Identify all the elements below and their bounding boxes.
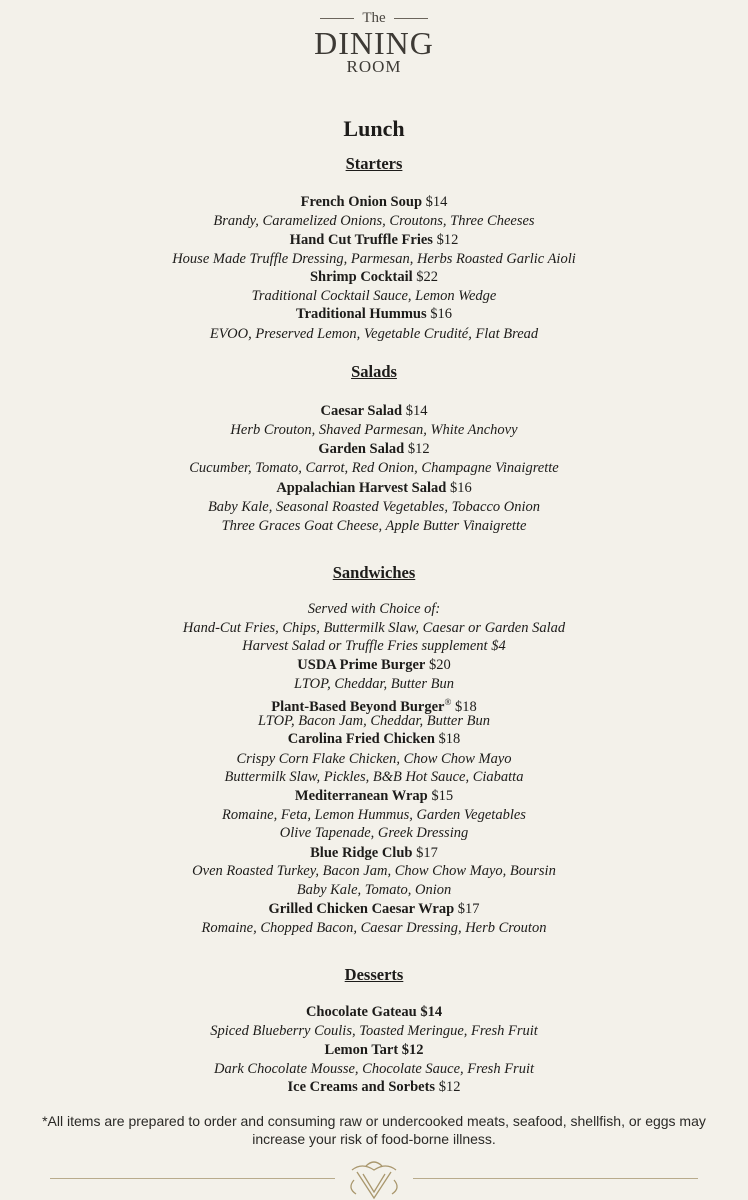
logo-rule-left (320, 18, 354, 19)
item-description: LTOP, Cheddar, Butter Bun (294, 676, 454, 692)
item-name: Hand Cut Truffle Fries (289, 232, 433, 248)
menu-item-traditional-hummus (0, 305, 748, 323)
item-name: Mediterranean Wrap (294, 788, 428, 804)
logo-the: The (362, 10, 386, 26)
item-description: Spiced Blueberry Coulis, Toasted Meringue, Fresh Fruit (210, 1023, 538, 1039)
menu-item-french-onion-soup (0, 193, 748, 211)
section-title-sandwiches: Sandwiches (332, 563, 416, 582)
item-price: $17 (416, 845, 438, 861)
served-with-options: Hand-Cut Fries, Chips, Buttermilk Slaw, Caesar or Garden Salad (182, 620, 566, 636)
item-description: Romaine, Feta, Lemon Hummus, Garden Vegetables (222, 807, 526, 823)
item-description: Oven Roasted Turkey, Bacon Jam, Chow Chow Mayo, Boursin (192, 863, 556, 879)
footnote-line-2: increase your risk of food-borne illness. (252, 1131, 496, 1147)
item-price: $14 (405, 403, 428, 419)
restaurant-logo (0, 10, 748, 76)
item-description: Three Graces Goat Cheese, Apple Butter Vinaigrette (221, 518, 527, 534)
item-price: $14 (420, 1004, 443, 1020)
menu-item-hand-cut-truffle-fries (0, 231, 748, 249)
item-name: Appalachian Harvest Salad (276, 480, 447, 496)
menu-item-lemon-tart (0, 1041, 748, 1059)
item-price: $12 (407, 441, 430, 457)
item-price: $18 (438, 731, 461, 747)
item-name: Carolina Fried Chicken (287, 731, 435, 747)
item-price: $16 (449, 480, 472, 496)
item-name: Chocolate Gateau (305, 1004, 417, 1020)
item-price: $17 (457, 901, 480, 917)
served-with-supplement: Harvest Salad or Truffle Fries supplement $4 (242, 638, 506, 654)
food-safety-footnote (40, 1112, 708, 1148)
menu-item-chocolate-gateau (0, 1003, 748, 1021)
item-description: Brandy, Caramelized Onions, Croutons, Three Cheeses (213, 213, 535, 229)
section-title-salads: Salads (351, 362, 397, 381)
menu-item-shrimp-cocktail (0, 268, 748, 286)
logo-dining: DINING (314, 25, 434, 61)
item-description: Traditional Cocktail Sauce, Lemon Wedge (251, 288, 497, 304)
menu-item-usda-prime-burger (0, 656, 748, 674)
item-name: Caesar Salad (320, 403, 403, 419)
item-description: LTOP, Bacon Jam, Cheddar, Butter Bun (258, 713, 490, 729)
menu-item-blue-ridge-club (0, 844, 748, 862)
menu-item-grilled-chicken-caesar-wrap (0, 900, 748, 918)
item-price: $20 (428, 657, 451, 673)
item-price: $14 (425, 194, 448, 210)
item-description: Herb Crouton, Shaved Parmesan, White Anchovy (230, 422, 518, 438)
item-description: Baby Kale, Seasonal Roasted Vegetables, Tobacco Onion (207, 499, 541, 515)
item-name: Ice Creams and Sorbets (287, 1079, 436, 1095)
item-name: Blue Ridge Club (310, 845, 413, 861)
item-description: Olive Tapenade, Greek Dressing (279, 825, 469, 841)
section-title-desserts: Desserts (344, 965, 404, 984)
item-name: Traditional Hummus (295, 306, 427, 322)
menu-item-ice-creams-and-sorbets (0, 1078, 748, 1096)
logo-room: ROOM (346, 57, 402, 76)
item-price: $12 (436, 232, 459, 248)
menu-item-carolina-fried-chicken (0, 730, 748, 748)
item-description: House Made Truffle Dressing, Parmesan, Herbs Roasted Garlic Aioli (172, 251, 576, 267)
section-title-starters: Starters (345, 154, 403, 173)
item-description: Cucumber, Tomato, Carrot, Red Onion, Champagne Vinaigrette (189, 460, 559, 476)
menu-item-garden-salad (0, 440, 748, 458)
item-name: USDA Prime Burger (297, 657, 426, 673)
item-name: Garden Salad (318, 441, 405, 457)
menu-title: Lunch (343, 116, 405, 141)
monogram-crest-icon (0, 1158, 748, 1200)
item-price: $16 (430, 306, 453, 322)
item-price: $15 (431, 788, 454, 804)
menu-item-appalachian-harvest-salad (0, 479, 748, 497)
item-name: Shrimp Cocktail (309, 269, 413, 285)
served-with-note: Served with Choice of: (307, 601, 441, 617)
item-name: Grilled Chicken Caesar Wrap (268, 901, 455, 917)
item-description: Buttermilk Slaw, Pickles, B&B Hot Sauce, Ciabatta (224, 769, 524, 785)
item-price: $18 (454, 698, 477, 715)
logo-rule-right (394, 18, 428, 19)
item-name: Lemon Tart (324, 1042, 399, 1058)
registered-mark: ® (444, 697, 452, 707)
item-description: Dark Chocolate Mousse, Chocolate Sauce, Fresh Fruit (213, 1061, 535, 1077)
item-description: Baby Kale, Tomato, Onion (296, 882, 452, 898)
menu-item-caesar-salad (0, 402, 748, 420)
item-price: $12 (438, 1079, 461, 1095)
item-description: Romaine, Chopped Bacon, Caesar Dressing, Herb Crouton (201, 920, 547, 936)
item-description: Crispy Corn Flake Chicken, Chow Chow Mayo (236, 751, 512, 767)
item-price: $12 (401, 1042, 424, 1058)
menu-item-mediterranean-wrap (0, 787, 748, 805)
item-price: $22 (416, 269, 439, 285)
item-description: EVOO, Preserved Lemon, Vegetable Crudité, Flat Bread (209, 326, 539, 342)
item-name: French Onion Soup (300, 194, 423, 210)
footnote-line-1: *All items are prepared to order and consuming raw or undercooked meats, seafood, shellfish, or eggs may (42, 1113, 706, 1129)
item-name: Plant-Based Beyond Burger (271, 698, 445, 715)
